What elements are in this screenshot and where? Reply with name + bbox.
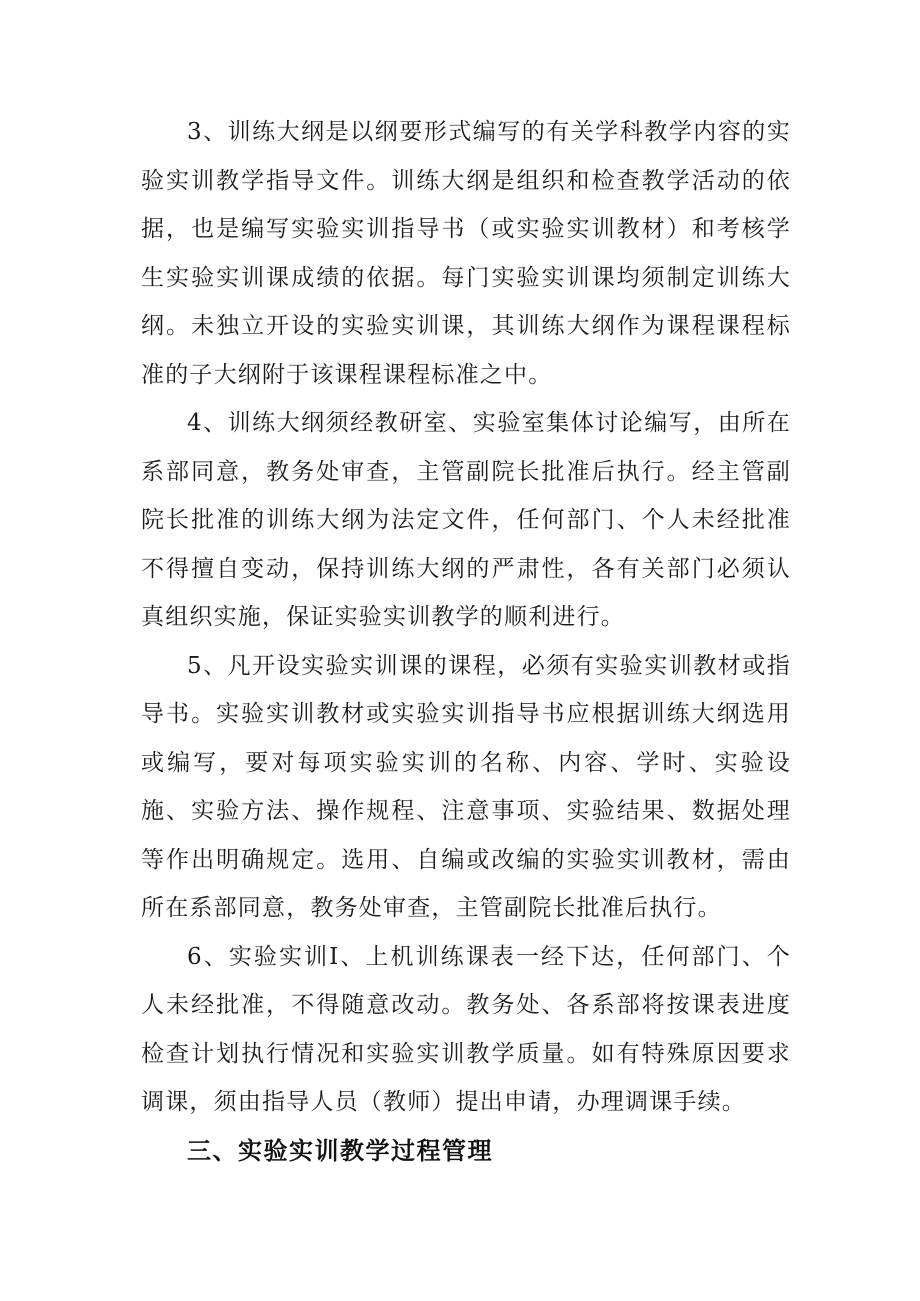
section-heading: 三、实验实训教学过程管理 [187, 1136, 493, 1165]
paragraph-4: 4、训练大纲须经教研室、实验室集体讨论编写，由所在系部同意，教务处审查，主管副院长批准后执行。经主管副院长批准的训练大纲为法定文件，任何部门、个人未经批准不得擅自变动，保持训练大纲的严肃性，各有关部门必须认真组织实施，保证实验实训教学的顺利进行。 [141, 410, 791, 630]
paragraph-6: 6、实验实训I、上机训练课表一经下达，任何部门、个人未经批准，不得随意改动。教务处、各系部将按课表进度检查计划执行情况和实验实训教学质量。如有特殊原因要求调课，须由指导人员（教师）提出申请，办理调课手续。 [141, 943, 791, 1115]
document-body [141, 108, 791, 1175]
paragraph-5: 5、凡开设实验实训课的课程，必须有实验实训教材或指导书。实验实训教材或实验实训指导书应根据训练大纲选用或编写，要对每项实验实训的名称、内容、学时、实验设施、实验方法、操作规程、注意事项、实验结果、数据处理等作出明确规定。选用、自编或改编的实验实训教材，需由所在系部同意，教务处审查，主管副院长批准后执行。 [141, 652, 791, 921]
paragraph-3: 3、训练大纲是以纲要形式编写的有关学科教学内容的实验实训教学指导文件。训练大纲是组织和检查教学活动的依据，也是编写实验实训指导书（或实验实训教材）和考核学生实验实训课成绩的依据。每门实验实训课均须制定训练大纲。未独立开设的实验实训课，其训练大纲作为课程课程标准的子大纲附于该课程课程标准之中。 [141, 119, 791, 388]
